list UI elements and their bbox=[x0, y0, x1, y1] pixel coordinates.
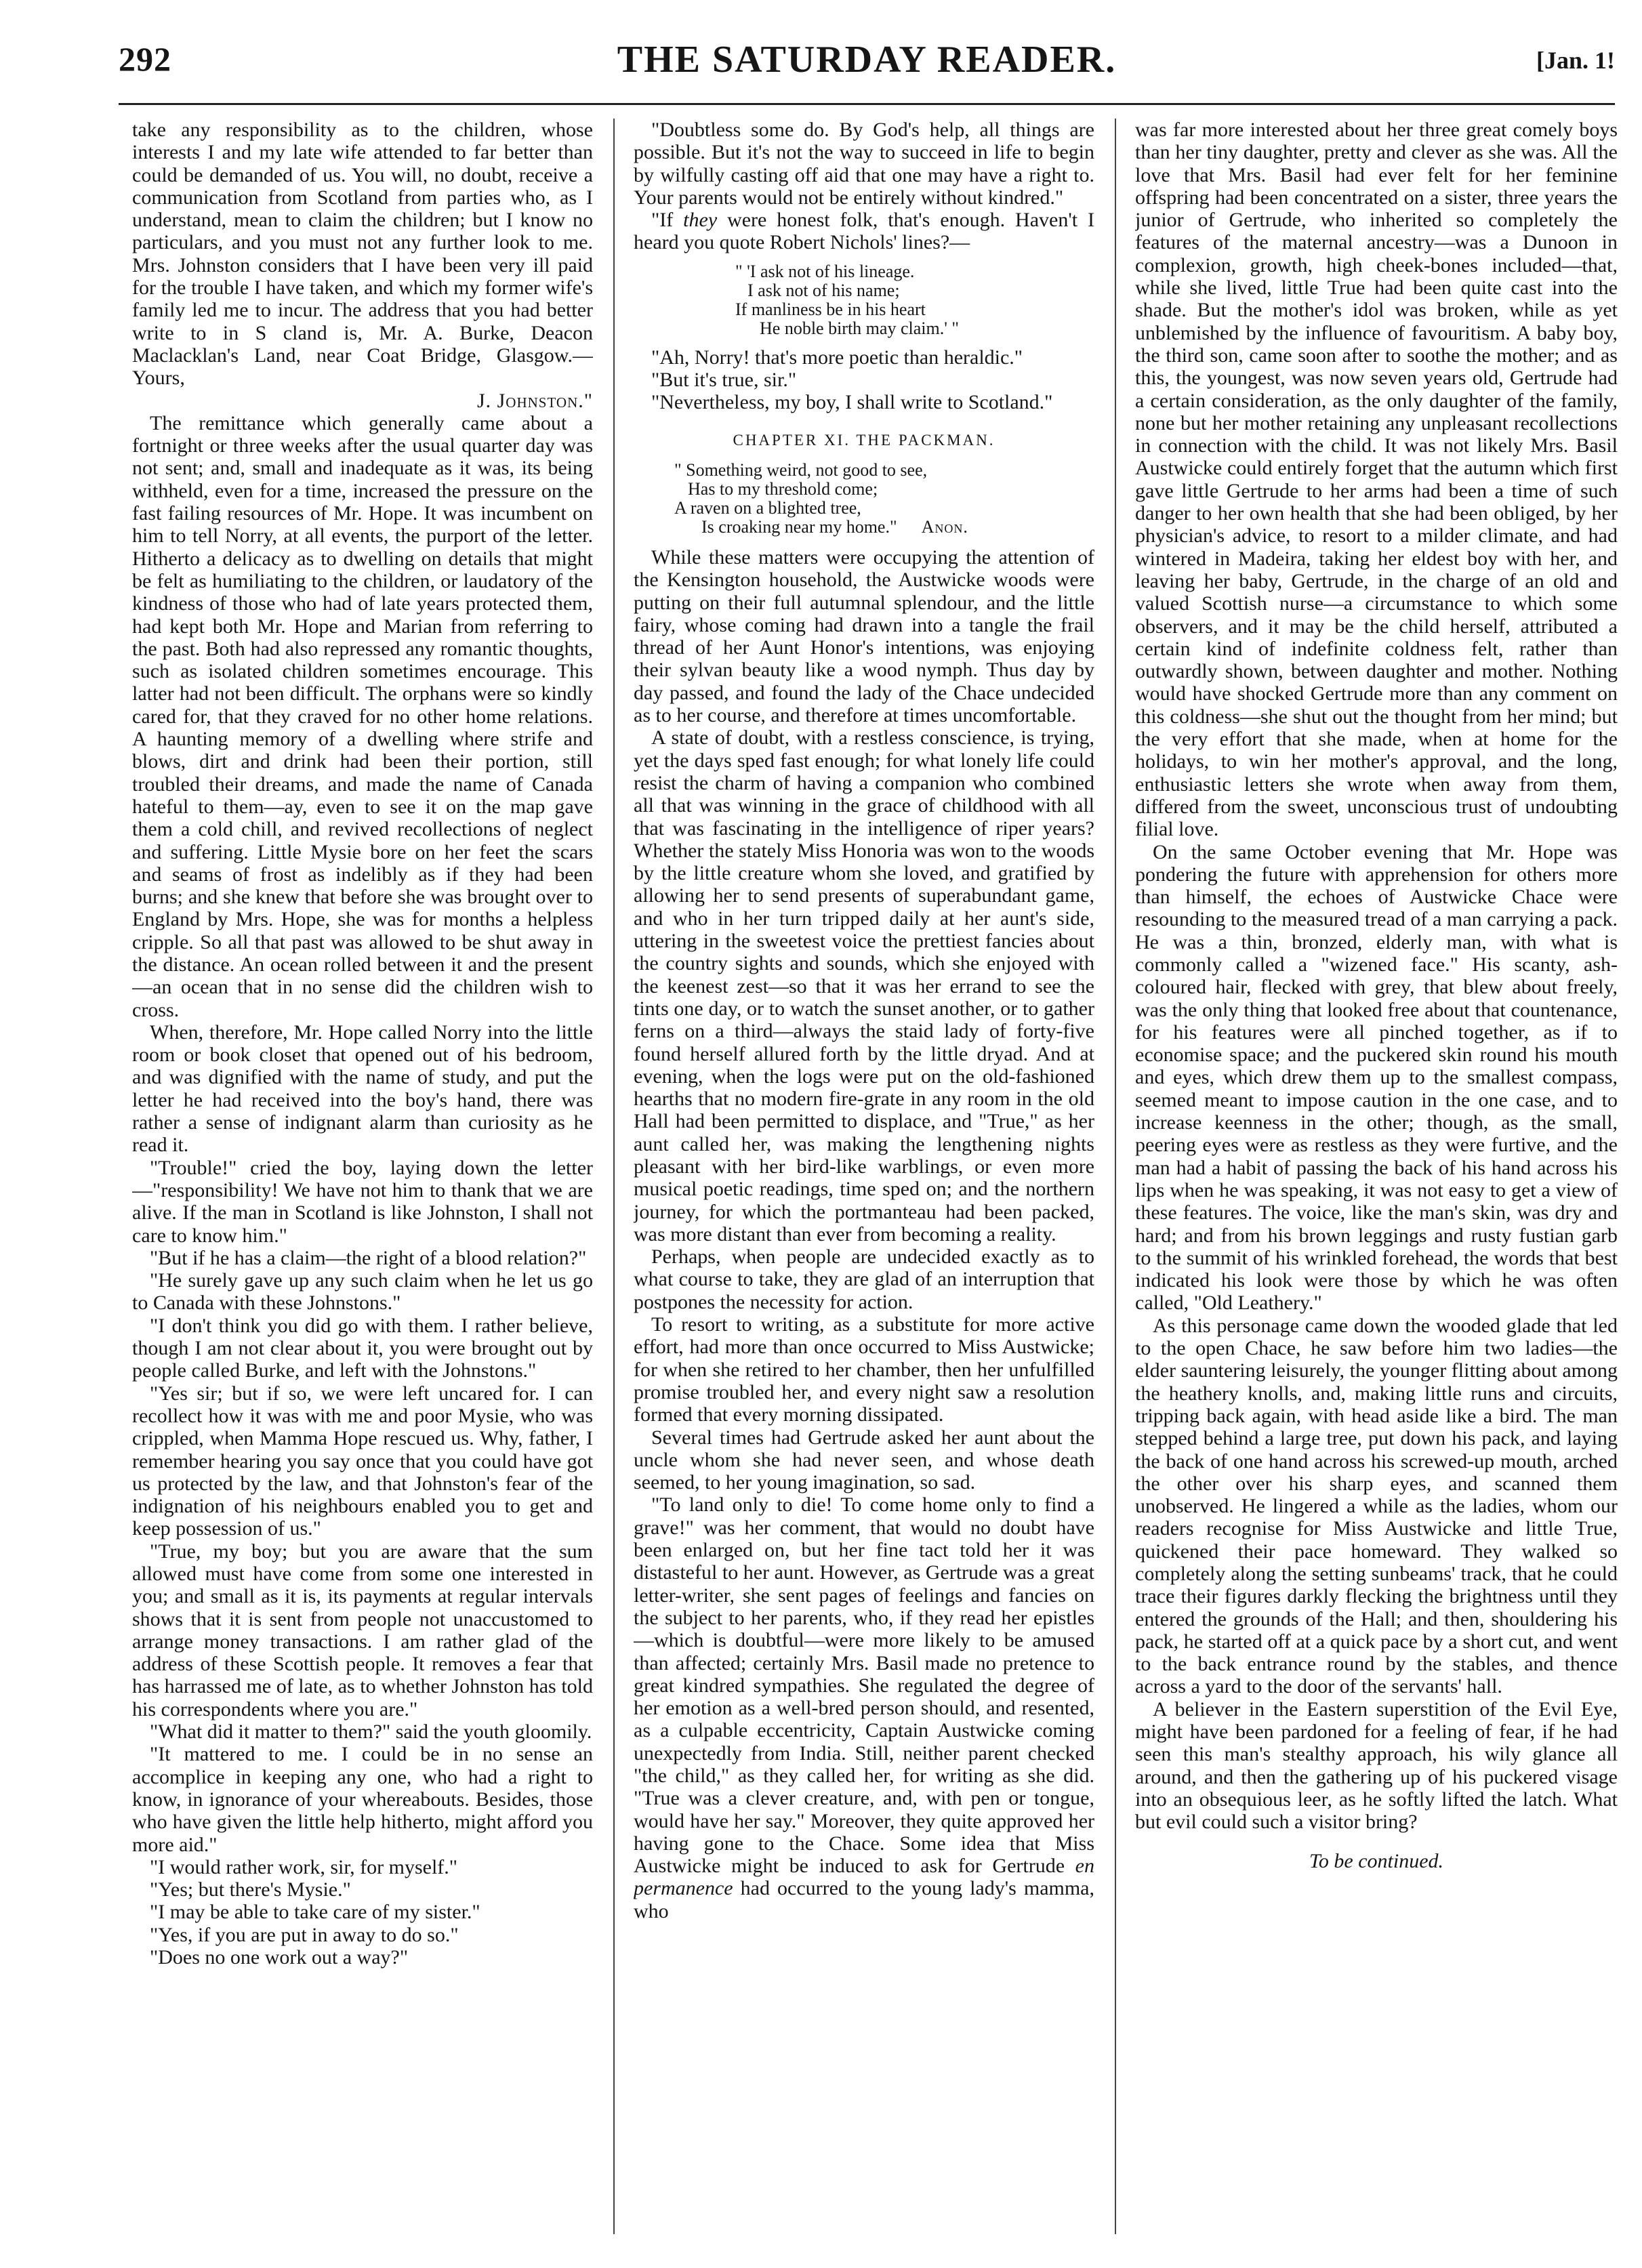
paragraph: "Yes, if you are put in away to do so." bbox=[150, 1923, 459, 1946]
paragraph: A believer in the Eastern superstition of the Evil Eye, might have been pardoned for a feeling of fear, if he had seen this man's stealthy approach, his wily glance all around, and then the gathering up of his puckered visage into an obsequious leer, as he softly lifted the latch. What but evil could such a visitor bring? bbox=[1135, 1697, 1618, 1834]
chapter-heading: CHAPTER XI. THE PACKMAN. bbox=[733, 431, 996, 449]
running-head bbox=[119, 38, 1615, 85]
epigraph-line-last bbox=[674, 518, 1094, 537]
paragraph: "Yes; but there's Mysie." bbox=[150, 1878, 351, 1901]
paragraph bbox=[634, 209, 1094, 254]
page-number: 292 bbox=[119, 40, 171, 78]
to-be-continued: To be continued. bbox=[1309, 1849, 1444, 1872]
paragraph: "I don't think you did go with them. I rather believe, though I am not clear about it, you were brought out by people called Burke, and left with the Johnstons." bbox=[132, 1314, 593, 1382]
paragraph: "I may be able to take care of my sister." bbox=[150, 1901, 480, 1924]
paragraph: The remittance which generally came about a fortnight or three weeks after the usual quarter day was not sent; and, small and inadequate as it was, its being withheld, even for a time, increased the pressure on the fast failing resources of Mr. Hope. It was incumbent on him to tell Norry, at all events, the purport of the letter. Hitherto a delicacy as to dwelling on details that might be felt as humiliating to the children, or laudatory of the kindness of those who had of late years protected them, had kept both Mr. Hope and Marian from referring to the past. Both had also repressed any romantic thoughts, such as isolated children sometimes encourage. This latter had not been difficult. The orphans were so kindly cared for, that they craved for no other home relations. A haunting memory of a dwelling where strife and blows, dirt and drink had been their portion, still troubled their dreams, and made the name of Canada hateful to them—ay, even to see it on the map gave them a cold chill, and revived recollections of neglect and suffering. Little Mysie bore on her feet the scars and seams of frost as indelibly as if they had been burns; and she knew that before she was brought over to England by Mrs. Hope, she was for months a helpless cripple. So all that past was allowed to be shut away in the distance. An ocean rolled between it and the present—an ocean that in no sense did the children wish to cross. bbox=[132, 411, 593, 1021]
text-run: "If bbox=[651, 209, 684, 232]
verse-line: He noble birth may claim.' " bbox=[760, 318, 959, 338]
paragraph: "Nevertheless, my boy, I shall write to Scotland." bbox=[651, 391, 1053, 414]
letter-signature bbox=[132, 390, 593, 412]
chapter-epigraph bbox=[674, 461, 1094, 537]
column-1 bbox=[132, 119, 593, 2234]
paragraph: "I would rather work, sir, for myself." bbox=[150, 1855, 458, 1878]
paragraph: On the same October evening that Mr. Hope was pondering the future with apprehension for others more than himself, the echoes of Austwicke Chace were resounding to the measured tread of a man carrying a pack. He was a thin, bronzed, elderly man, with what is commonly called a "wizened face." His scanty, ash-coloured hair, flecked with grey, that blew about freely, was the only thing that looked free about that countenance, for his features were all pinched together, as if to economise space; and the puckered skin round his mouth and eyes, which drew them up to the smallest compass, seemed meant to impose caution in the one case, and to increase keenness in the other; though, as the small, peering eyes were as restless as they were furtive, and the man had a habit of passing the back of his hand across his lips when he was speaking, it was not easy to get a view of these features. The voice, like the man's skin, was dry and hard; and from his brown leggings and rusty fustian garb to the summit of his wrinkled forehead, the words that best indicated his look were those by which he was often called, "Old Leathery." bbox=[1135, 840, 1618, 1315]
paragraph: As this personage came down the wooded glade that led to the open Chace, he saw before him two ladies—the elder sauntering leisurely, the younger flitting about among the heathery knolls, and, making little runs and circuits, tripping back again, with head aside like a bird. The man stepped behind a large tree, put down his pack, and laying the back of one hand across his screwed-up mouth, arched the other over his sharp eyes, and scanned them unobserved. He lingered a while as the ladies, whom our readers recognise for Miss Austwicke and little True, quickened their pace homeward. They walked so completely along the setting sunbeams' track, that he could trace their figures darkly flecking the brightness until they entered the grounds of the Hall; and then, shouldering his pack, he started off at a quick pace by a short cut, and went to the back entrance round by the stables, and thence across a yard to the door of the servants' hall. bbox=[1135, 1314, 1618, 1698]
paragraph: Perhaps, when people are undecided exactly as to what course to take, they are glad of an interruption that postpones the necessity for action. bbox=[634, 1245, 1094, 1313]
verse-line: If manliness be in his heart bbox=[735, 299, 926, 319]
signature-name: J. Johnston." bbox=[476, 389, 593, 412]
paragraph: "He surely gave up any such claim when he let us go to Canada with these Johnstons." bbox=[132, 1269, 593, 1315]
paragraph: "Ah, Norry! that's more poetic than heraldic." bbox=[651, 346, 1023, 369]
column-divider bbox=[613, 119, 615, 2234]
paragraph: "True, my boy; but you are aware that the sum allowed must have come from some one interested in you; and small as it is, its payments at regular intervals shows that it is sent from people not unaccustomed to arrange money transactions. I am rather glad of the address of these Scottish people. It removes a fear that has harrassed me of late, as to whether Johnston has told his correspondents where you are." bbox=[132, 1540, 593, 1720]
paragraph bbox=[634, 1493, 1094, 1922]
paragraph: "But if he has a claim—the right of a blood relation?" bbox=[150, 1246, 587, 1269]
paragraph: A state of doubt, with a restless conscience, is trying, yet the days sped fast enough; for what lonely life could resist the charm of having a companion who combined all that was winning in the grace of childhood with all that was fascinating in the intelligence of riper years? Whether the stately Miss Honoria was won to the woods by the little creature whom she loved, and gratified by allowing her to send presents of superabundant game, and who in her turn tripped daily at her aunt's side, uttering in the sweetest voice the prettiest fancies about the country sights and sounds, which she enjoyed with the keenest zest—so that it was her errand to see the tints one day, or to watch the sunset another, or to gather ferns on a third—always the staid lady of forty-five found herself allured forth by the little dryad. And at evening, when the logs were put on the old-fashioned hearths that no modern fire-grate in any room in the old Hall had been permitted to displace, and "True," as her aunt called her, was making the lengthening nights pleasant with her bird-like warblings, or even more musical poetic readings, time sped on; and the northern journey, for which the portmanteau had been packed, was more distant than ever from becoming a reality. bbox=[634, 726, 1094, 1245]
verse-line: " 'I ask not of his lineage. bbox=[735, 261, 915, 281]
column-divider bbox=[1115, 119, 1116, 2234]
paragraph: "Doubtless some do. By God's help, all things are possible. But it's not the way to succeed in life to begin by wilfully casting off aid that one may have a right to. Your parents would not be entirely without kindred." bbox=[634, 119, 1094, 209]
paragraph: was far more interested about her three great comely boys than her tiny daughter, pretty and clever as she was. All the love that Mrs. Basil had ever felt for her feminine offspring had been concentrated on a sister, three years the junior of Gertrude, who inherited so completely the features of the maternal ancestry—was a Dunoon in complexion, growth, high cheek-bones included—that, while she lived, little True had been quite cast into the shade. But the mother's idol was broken, while as yet unblemished by the influence of favouritism. A baby boy, the third son, came soon after to soothe the mother; and as this, the youngest, was now seven years old, Gertrude had a certain consideration, as the only daughter of the family, none but her mother retaining any unpleasant recollections in connection with the child. It was not likely Mrs. Basil Austwicke could entirely forget that the autumn which first gave little Gertrude to her arms had been a time of such danger to her own health that she had been obliged, by her physician's advice, to resort to a milder climate, and had wintered in Madeira, taking her eldest boy with her, and leaving her baby, Gertrude, in the charge of an old and valued Scottish nurse—a circumstance to which some observers, and it may be the child herself, attributed a certain kind of indefinite coldness felt, rather than outwardly shown, between daughter and mother. Nothing would have shocked Gertrude more than any comment on this coldness—she shut out the thought from her mind; but the very effort that she made, when at home for the holidays, to win her mother's approval, and the long, enthusiastic letters she wrote when away from them, differed from the sweet, unconscious trust of undoubting filial love. bbox=[1135, 119, 1618, 841]
epigraph-line: " Something weird, not good to see, bbox=[674, 459, 928, 480]
column-3 bbox=[1135, 119, 1618, 2234]
header-rule bbox=[119, 103, 1615, 105]
column-2 bbox=[634, 119, 1094, 2234]
epigraph-line: Has to my threshold come; bbox=[688, 478, 878, 499]
issue-date: [Jan. 1! bbox=[1536, 47, 1615, 74]
paragraph: Several times had Gertrude asked her aunt about the uncle whom she had never seen, and whose death seemed, to her young imagination, so sad. bbox=[634, 1426, 1094, 1494]
paragraph: "Does no one work out a way?" bbox=[150, 1946, 409, 1969]
paragraph: take any responsibility as to the children, whose interests I and my late wife attended to far better than could be demanded of us. You will, no doubt, receive a communication from Scotland from parties who, as I understand, mean to claim the children; but I know no particulars, and you must not any further look to me. Mrs. Johnston considers that I have been very ill paid for the trouble I have taken, and which my former wife's family led me to incur. The address that you had better write to in S cland is, Mr. A. Burke, Deacon Maclacklan's Land, near Coat Bridge, Glasgow.—Yours, bbox=[132, 119, 593, 390]
paragraph: "But it's true, sir." bbox=[651, 369, 797, 392]
epigraph-line: Is croaking near my home." bbox=[701, 516, 897, 537]
epigraph-attribution: Anon. bbox=[921, 516, 968, 537]
text-run: "To land only to die! To come home only to find a grave!" was her comment, that would no doubt have been enlarged on, but her fine tact told her it was distasteful to her aunt. However, as Gertrude was a great letter-writer, she sent pages of feelings and fancies on the subject to her parents, who, if they read her epistles—which is doubtful—were more likely to be amused than affected; certainly Mrs. Basil made no pretence to great kindred sympathies. She regulated the degree of her emotion as a well-bred person should, and resented, as a culpable eccentricity, Captain Austwicke coming unexpectedly from India. Still, neither parent checked "the child," as they called her, for writing as she did. "True was a clever creature, and, with pen or tongue, would have her say." Moreover, they quite approved her having gone to the Chace. Some idea that Miss Austwicke might be induced to ask for Gertrude bbox=[634, 1493, 1094, 1878]
paragraph: "It mattered to me. I could be in no sense an accomplice in keeping any one, who had a right to know, in ignorance of your whereabouts. Besides, those who have given the little help hitherto, might afford you more aid." bbox=[132, 1743, 593, 1856]
emphasis: en permanence bbox=[634, 1855, 1094, 1900]
paragraph: "Yes sir; but if so, we were left uncared for. I can recollect how it was with me and poor Mysie, who was crippled, when Mamma Hope rescued us. Why, father, I remember hearing you say once that you could have got us protected by the law, and that Johnston's fear of the indignation of his neighbours enabled you to get and keep possession of us." bbox=[132, 1382, 593, 1540]
text-run: had occurred to the young lady's mamma, who bbox=[634, 1877, 1094, 1922]
paragraph: "Trouble!" cried the boy, laying down the letter—"responsibility! We have not him to thank that we are alive. If the man in Scotland is like Johnston, I shall not care to know him." bbox=[132, 1156, 593, 1247]
verse-quotation bbox=[735, 262, 1094, 338]
paragraph: When, therefore, Mr. Hope called Norry into the little room or book closet that opened out of his bedroom, and was dignified with the name of study, and put the letter he had received into the boy's hand, there was rather a sense of indignant alarm than curiosity as he read it. bbox=[132, 1020, 593, 1157]
paragraph: "What did it matter to them?" said the youth gloomily. bbox=[150, 1720, 592, 1744]
verse-line: I ask not of his name; bbox=[747, 280, 900, 300]
epigraph-line: A raven on a blighted tree, bbox=[674, 497, 861, 518]
paragraph: While these matters were occupying the attention of the Kensington household, the Austwicke woods were putting on their full autumnal splendour, and the little fairy, whose coming had drawn into a tangle the frail thread of her Aunt Honor's intentions, was enjoying their sylvan beauty like a wood nymph. Thus day by day passed, and found the lady of the Chace undecided as to her course, and therefore at times uncomfortable. bbox=[634, 545, 1094, 727]
publication-title: THE SATURDAY READER. bbox=[617, 39, 1117, 81]
emphasis: they bbox=[683, 209, 718, 232]
text-run: were honest folk, that's enough. Haven't I heard you quote Robert Nichols' lines?— bbox=[634, 209, 1094, 254]
paragraph: To resort to writing, as a substitute for more active effort, had more than once occurred to Miss Austwicke; for when she retired to her chamber, then her unfulfilled promise troubled her, and every night saw a resolution formed that every morning dissipated. bbox=[634, 1313, 1094, 1426]
